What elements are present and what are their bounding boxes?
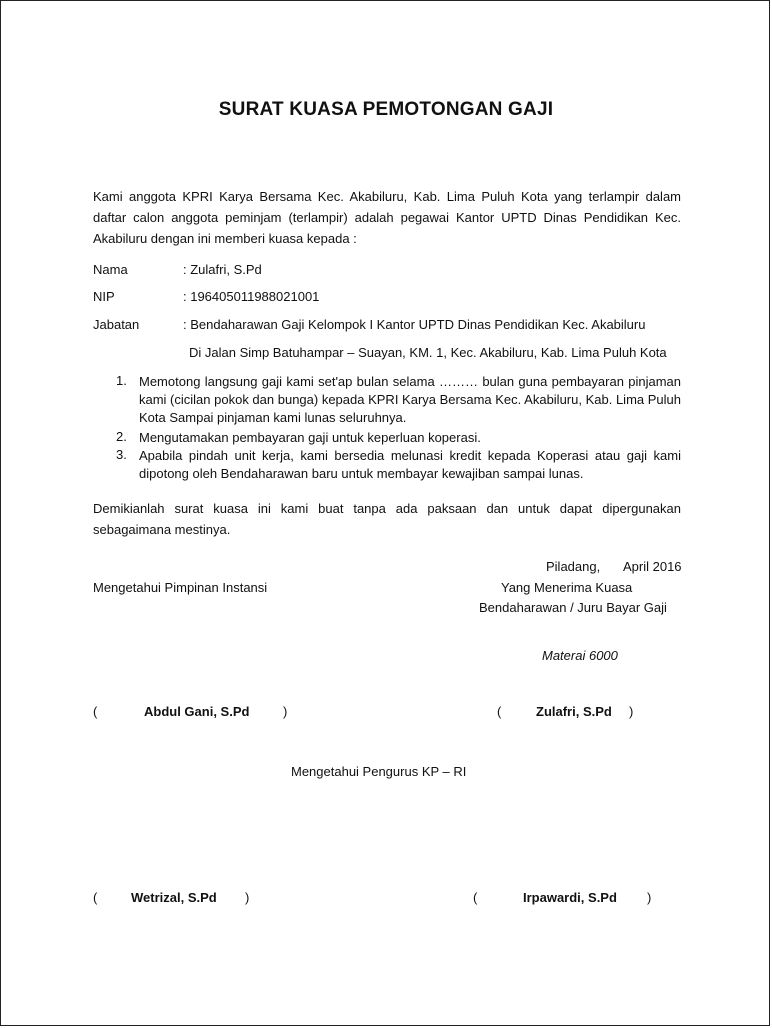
signature-open-paren: ( [93,890,98,905]
signature-open-paren: ( [473,890,478,905]
jabatan-value: : Bendaharawan Gaji Kelompok I Kantor UPTD Dinas Pendidikan Kec. Akabiluru [183,317,646,332]
nip-label: NIP [93,289,115,304]
right-signature-role: Bendaharawan / Juru Bayar Gaji [479,600,667,615]
pengurus-heading: Mengetahui Pengurus KP – RI [291,764,467,779]
nama-label: Nama [93,262,128,277]
closing-paragraph: Demikianlah surat kuasa ini kami buat tanpa ada paksaan dan untuk dapat dipergunakan sebagaimana mestinya. [93,501,681,537]
list-item: Memotong langsung gaji kami set'ap bulan selama ……… bulan guna pembayaran pinjaman kami (cicilan pokok dan bunga) kepada KPRI Karya Bersama Kec. Akabiluru, Kab. Lima Puluh Kota Sampai pinjaman kami lunas seluruhnya. [139,374,681,425]
signature-open-paren: ( [497,704,502,719]
intro-paragraph: Kami anggota KPRI Karya Bersama Kec. Akabiluru, Kab. Lima Puluh Kota yang terlampir dalam daftar calon anggota peminjam (terlampir) adalah pegawai Kantor UPTD Dinas Pendidikan Kec. Akabiluru dengan ini memberi kuasa kepada : [93,189,681,246]
signature-close-paren: ) [629,704,634,719]
place-text: Piladang, [546,559,601,574]
signature-open-paren: ( [93,704,98,719]
left-signature-heading: Mengetahui Pimpinan Instansi [93,580,268,595]
alamat-text: Di Jalan Simp Batuhampar – Suayan, KM. 1, Kec. Akabiluru, Kab. Lima Puluh Kota [189,345,667,360]
nama-value: : Zulafri, S.Pd [183,262,262,277]
jabatan-label: Jabatan [93,317,140,332]
list-item: Apabila pindah unit kerja, kami bersedia melunasi kredit kepada Koperasi atau gaji kami dipotong oleh Bendaharawan baru untuk membayar kewajiban sampai lunas. [139,448,681,481]
signature-name-abdul-gani: Abdul Gani, S.Pd [144,704,250,719]
signature-close-paren: ) [647,890,652,905]
signature-name-zulafri: Zulafri, S.Pd [536,704,612,719]
right-signature-heading: Yang Menerima Kuasa [501,580,633,595]
document-title: SURAT KUASA PEMOTONGAN GAJI [218,99,554,120]
list-number: 3. [116,447,127,462]
materai-text: Materai 6000 [542,648,618,663]
nip-value: : 196405011988021001 [183,289,320,304]
date-text: April 2016 [623,559,682,574]
signature-name-irpawardi: Irpawardi, S.Pd [523,890,617,905]
signature-close-paren: ) [283,704,288,719]
list-number: 1. [116,373,127,388]
list-number: 2. [116,429,127,444]
signature-close-paren: ) [245,890,250,905]
list-item: Mengutamakan pembayaran gaji untuk keperluan koperasi. [139,430,481,445]
signature-name-wetrizal: Wetrizal, S.Pd [131,890,217,905]
